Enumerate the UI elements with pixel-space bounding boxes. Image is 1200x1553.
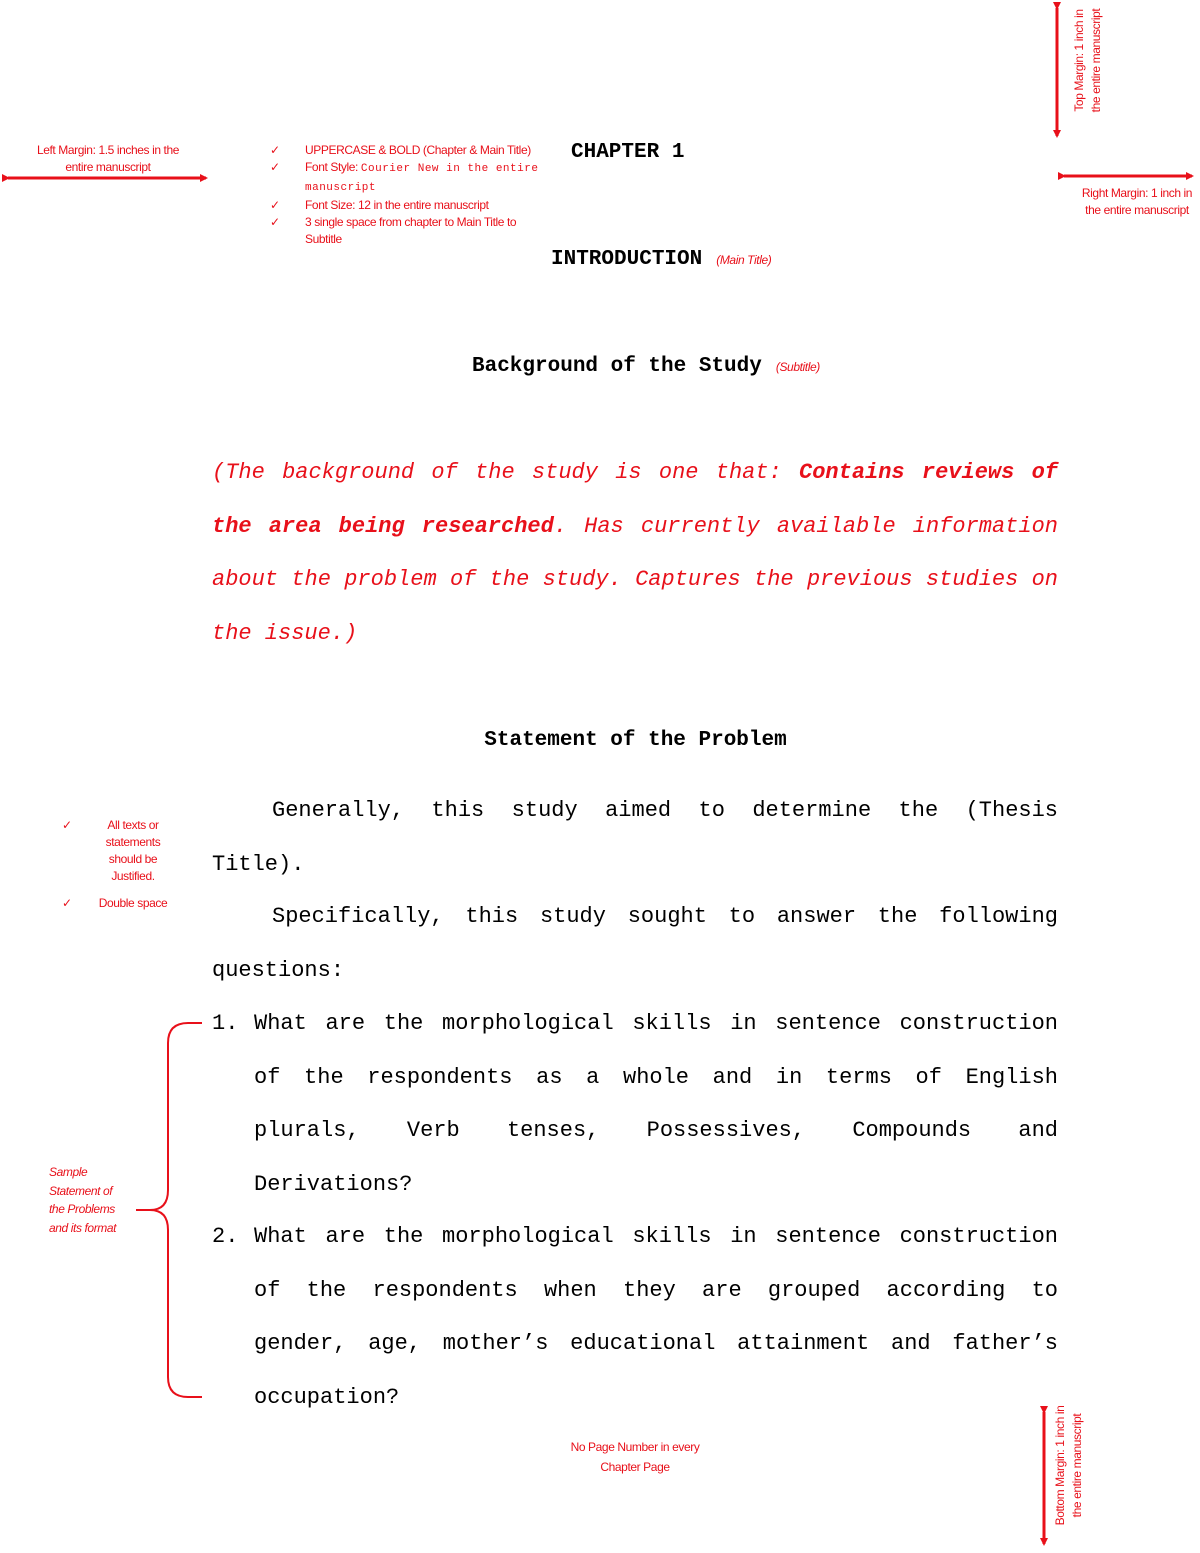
checklist-item	[270, 159, 555, 197]
question-number: 1.	[212, 1011, 239, 1036]
check-icon: ✓	[62, 818, 72, 832]
background-paragraph	[212, 446, 1058, 660]
left-margin-note: Left Margin: 1.5 inches in the entire manuscript	[36, 143, 180, 174]
subtitle-hint: (Subtitle)	[775, 360, 820, 374]
background-intro: (The background of the study is one that:	[212, 460, 800, 485]
check-icon: ✓	[270, 198, 280, 212]
sample-statement-note: Sample Statement of the Problems and its format	[49, 1165, 117, 1235]
bottom-margin-text: Bottom Margin: 1 inch in the entire manuscript	[1053, 1405, 1084, 1526]
checklist-item	[270, 197, 555, 214]
checklist-item	[270, 214, 555, 248]
check-icon: ✓	[62, 896, 72, 910]
subtitle-text: Background of the Study	[472, 355, 762, 378]
question-text: What are the morphological skills in sentence construction of the respondents as a whole and in terms of English plurals, Verb tenses, Possessives, Compounds and Derivations?	[254, 1011, 1058, 1197]
formatting-note	[62, 817, 172, 885]
checklist-text: Font Style:	[305, 160, 361, 174]
background-emphasis: Contains reviews of the area being researched	[212, 460, 1058, 539]
subtitle	[472, 355, 820, 378]
checklist-text: 3 single space from chapter to Main Title to Subtitle	[305, 215, 517, 246]
questions-bracket	[136, 1023, 202, 1397]
formatting-note	[62, 895, 172, 912]
checklist-text: UPPERCASE & BOLD (Chapter & Main Title)	[305, 143, 531, 157]
justified-note: All texts or statements should be Justified.	[105, 818, 161, 883]
main-title-text: INTRODUCTION	[551, 248, 703, 271]
main-title-hint: (Main Title)	[716, 253, 772, 267]
specific-objective: Specifically, this study sought to answer the following questions:	[212, 904, 1058, 983]
checklist-text: Font Size: 12 in the entire manuscript	[305, 198, 489, 212]
check-icon: ✓	[270, 160, 280, 174]
chapter-heading: CHAPTER 1	[571, 141, 685, 164]
question-text: What are the morphological skills in sentence construction of the respondents when they are grouped according to gender, age, mother’s educational attainment and father’s occupation?	[254, 1224, 1058, 1410]
format-checklist	[270, 142, 555, 248]
checklist-item	[270, 142, 555, 159]
font-style-value: Courier New in the entire manuscript	[305, 163, 539, 194]
check-icon: ✓	[270, 215, 280, 229]
question-item	[212, 1210, 1058, 1424]
page-number-note: No Page Number in every Chapter Page	[570, 1440, 700, 1474]
top-margin-note	[1071, 8, 1133, 113]
formatting-notes	[62, 817, 172, 922]
top-margin-text: Top Margin: 1 inch in the entire manuscript	[1072, 8, 1103, 113]
check-icon: ✓	[270, 143, 280, 157]
background-rest: . Has currently available information about the problem of the study. Captures the previous studies on the issue.)	[212, 513, 1058, 646]
question-item	[212, 997, 1058, 1211]
double-space-note: Double space	[98, 896, 168, 910]
general-objective: Generally, this study aimed to determine the (Thesis Title).	[212, 798, 1058, 877]
bottom-margin-note	[1052, 1398, 1114, 1533]
right-margin-note: Right Margin: 1 inch in the entire manuscript	[1081, 186, 1193, 217]
question-number: 2.	[212, 1224, 239, 1249]
main-title	[551, 248, 771, 271]
section-title: Statement of the Problem	[484, 729, 787, 752]
